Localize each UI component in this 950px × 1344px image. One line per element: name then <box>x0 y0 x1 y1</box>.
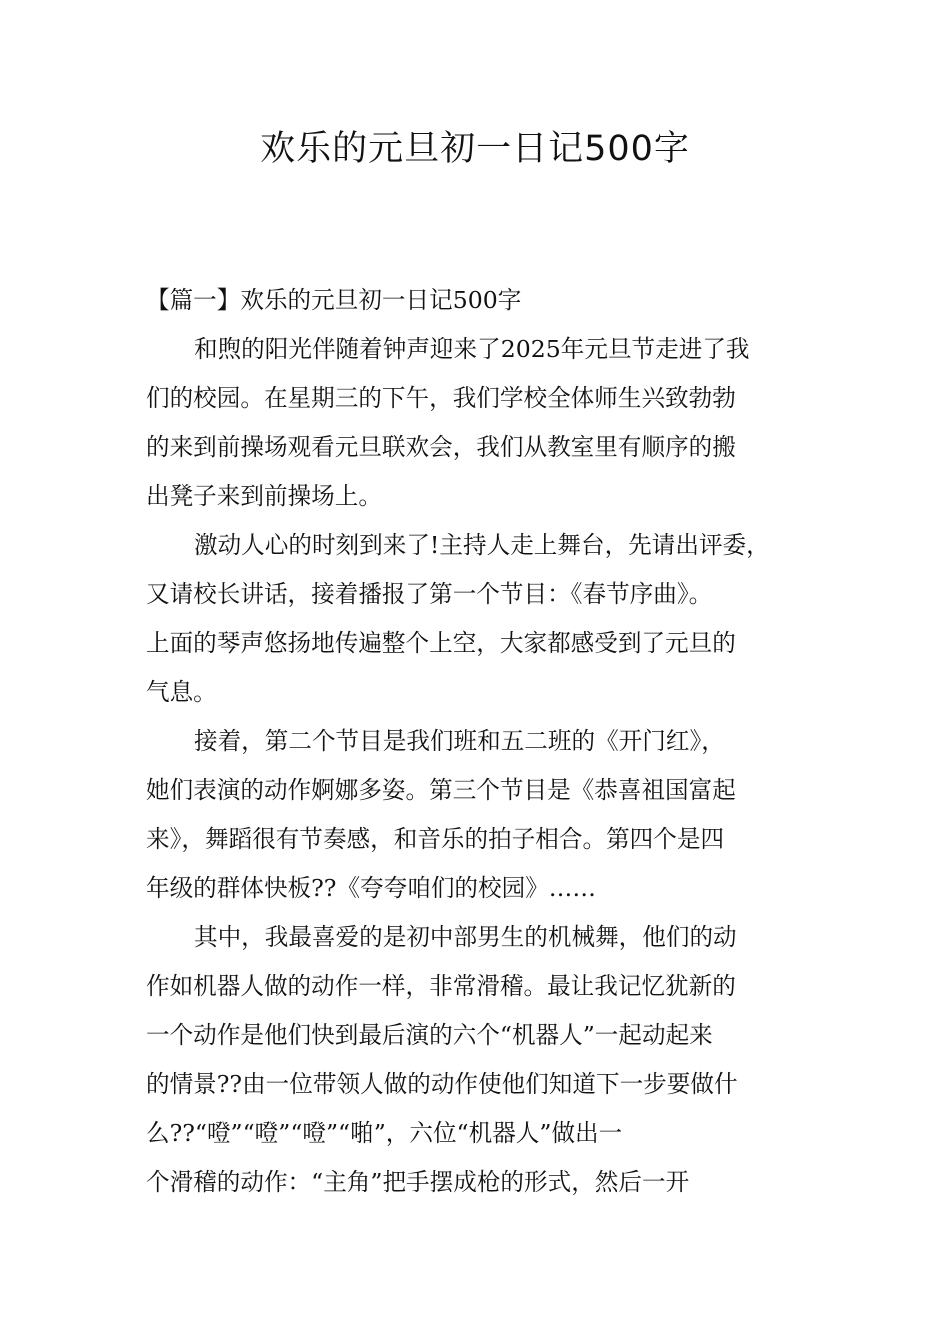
paragraph-line: 她们表演的动作婀娜多姿。第三个节目是《恭喜祖国富起 <box>146 776 736 804</box>
paragraph-line: 们的校园。在星期三的下午，我们学校全体师生兴致勃勃 <box>146 384 736 412</box>
section-heading: 【篇一】欢乐的元旦初一日记500字 <box>146 286 522 314</box>
paragraph-line: 来》，舞蹈很有节奏感，和音乐的拍子相合。第四个是四 <box>146 825 725 853</box>
paragraph-line: 么??“噔”“噔”“噔”“啪”，六位“机器人”做出一 <box>146 1119 623 1147</box>
paragraph-line: 作如机器人做的动作一样，非常滑稽。最让我记忆犹新的 <box>146 972 736 1000</box>
paragraph-line: 的来到前操场观看元旦联欢会，我们从教室里有顺序的搬 <box>146 433 736 461</box>
paragraph-line: 上面的琴声悠扬地传遍整个上空，大家都感受到了元旦的 <box>146 629 736 657</box>
document-title: 欢乐的元旦初一日记500字 <box>260 129 690 169</box>
paragraph-line: 激动人心的时刻到来了!主持人走上舞台，先请出评委， <box>194 531 770 559</box>
paragraph-line: 又请校长讲话，接着播报了第一个节目：《春节序曲》。 <box>146 580 713 608</box>
paragraph-line: 一个动作是他们快到最后演的六个“机器人”一起动起来 <box>146 1021 713 1049</box>
paragraph-1 <box>146 325 834 521</box>
paragraph-4 <box>146 913 834 1207</box>
paragraph-2 <box>146 521 834 717</box>
document-body <box>146 276 834 1207</box>
paragraph-line: 气息。 <box>146 678 217 706</box>
paragraph-line: 和煦的阳光伴随着钟声迎来了2025年元旦节走进了我 <box>194 335 750 363</box>
paragraph-line: 出凳子来到前操场上。 <box>146 482 382 510</box>
paragraph-line: 其中，我最喜爱的是初中部男生的机械舞，他们的动 <box>194 923 737 951</box>
paragraph-3 <box>146 717 834 913</box>
paragraph-line: 个滑稽的动作：“主角”把手摆成枪的形式，然后一开 <box>146 1168 690 1196</box>
paragraph-line: 年级的群体快板??《夸夸咱们的校园》…… <box>146 874 596 902</box>
paragraph-line: 接着，第二个节目是我们班和五二班的《开门红》， <box>194 727 725 755</box>
paragraph-line: 的情景??由一位带领人做的动作使他们知道下一步要做什 <box>146 1070 738 1098</box>
